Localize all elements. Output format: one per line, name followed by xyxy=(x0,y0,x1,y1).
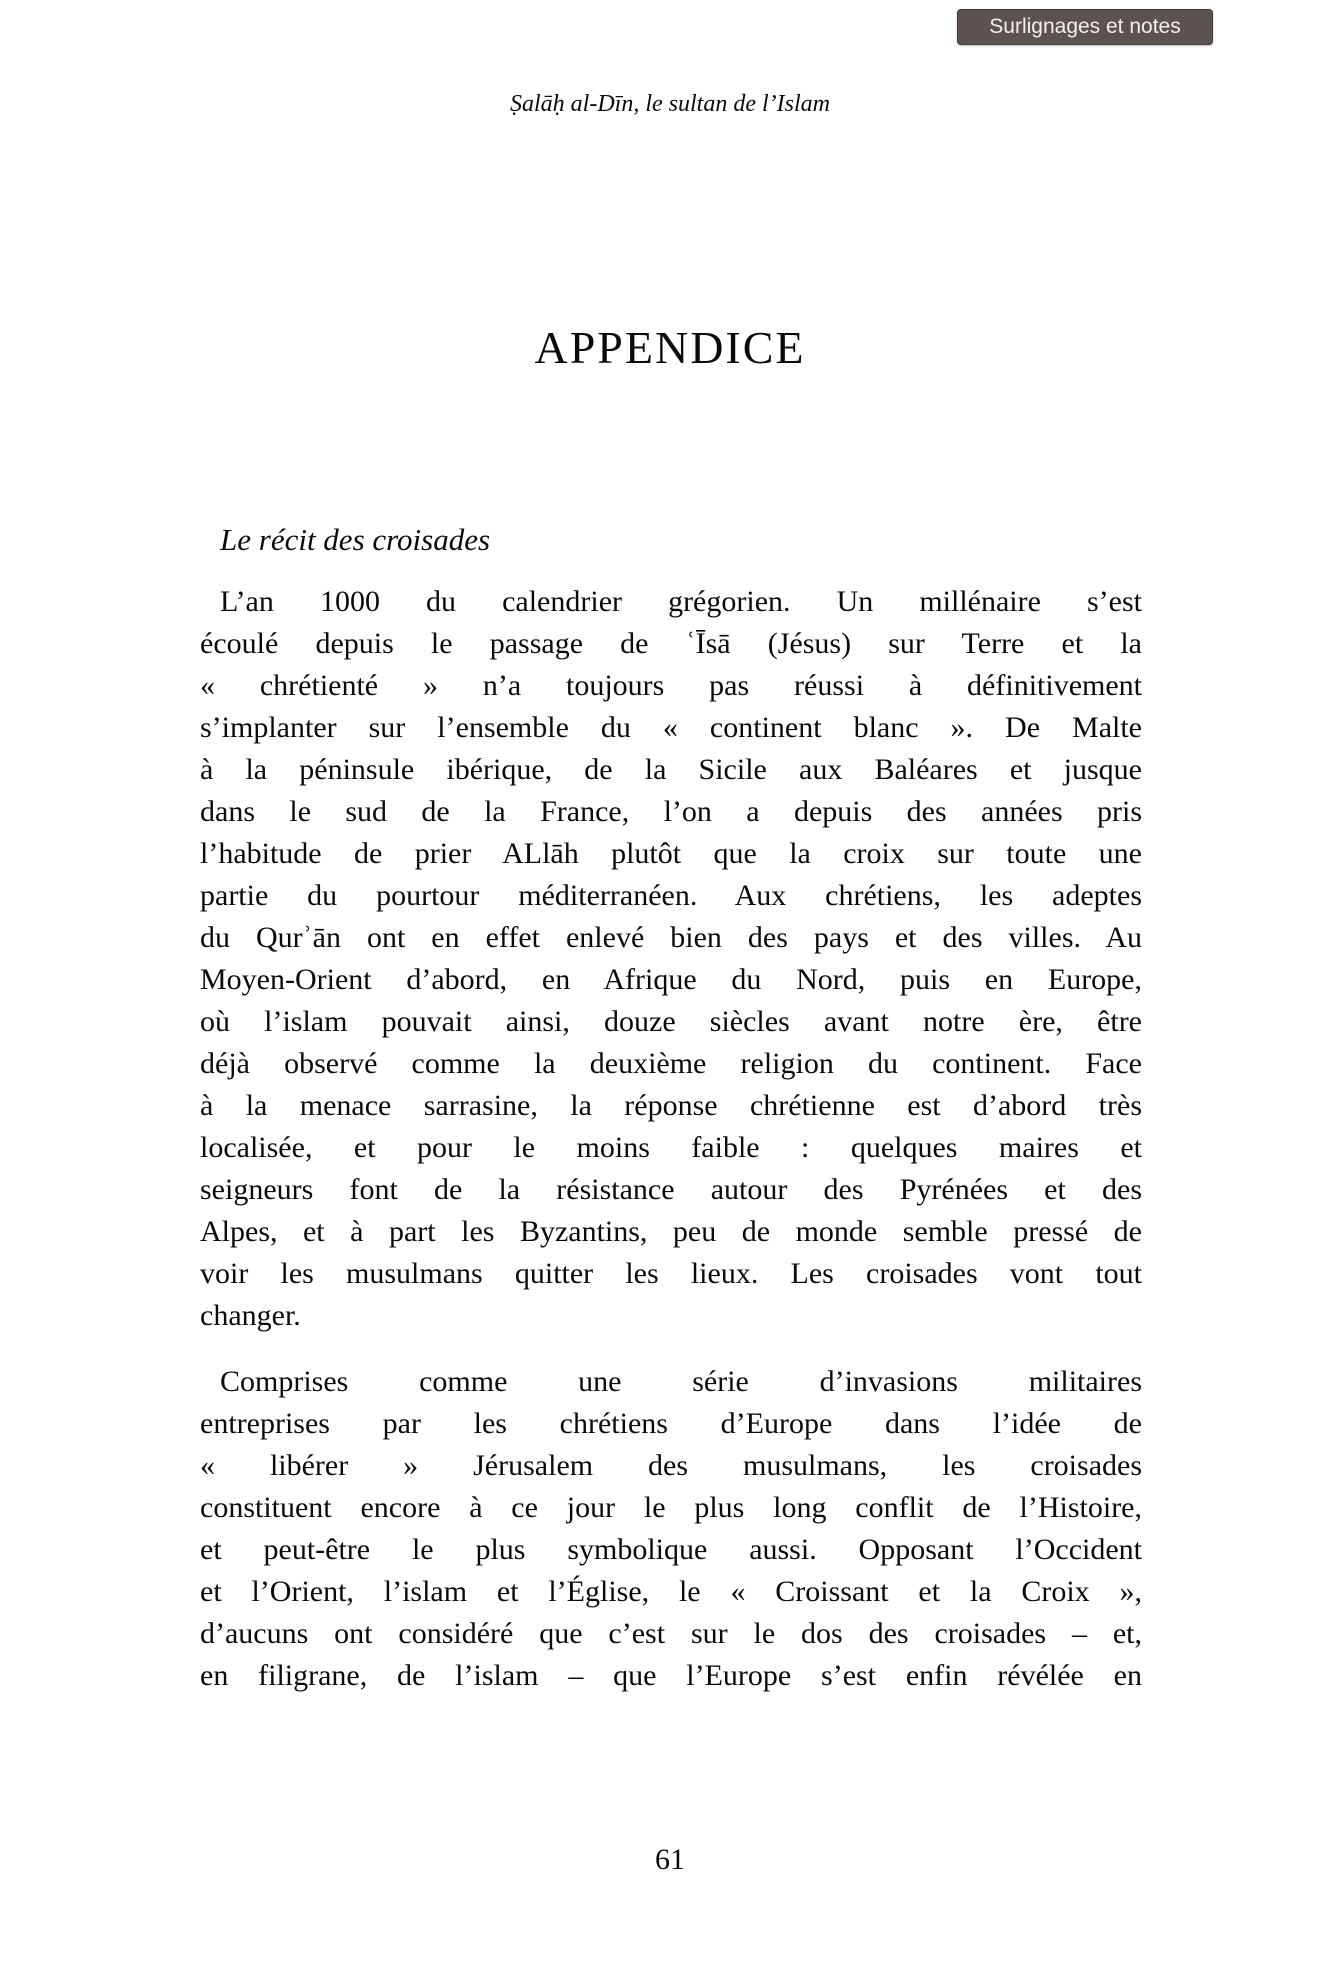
section-heading: Le récit des croisades xyxy=(220,522,491,557)
text-line: en filigrane, de l’islam – que l’Europe s’est enfin révélée en xyxy=(200,1659,1142,1692)
text-line: seigneurs font de la résistance autour des Pyrénées et des xyxy=(200,1173,1142,1206)
text-line: partie du pourtour méditerranéen. Aux chrétiens, les adeptes xyxy=(200,879,1142,912)
running-header: Ṣalāḥ al-Dīn, le sultan de l’Islam xyxy=(510,91,830,117)
text-line: constituent encore à ce jour le plus long conflit de l’Histoire, xyxy=(200,1491,1142,1524)
body-text xyxy=(200,581,1142,1697)
paragraph xyxy=(200,1361,1142,1697)
text-line: déjà observé comme la deuxième religion du continent. Face xyxy=(200,1047,1142,1080)
text-line: changer. xyxy=(200,1299,301,1332)
text-line: l’habitude de prier ALlāh plutôt que la croix sur toute une xyxy=(200,837,1142,870)
text-line: L’an 1000 du calendrier grégorien. Un millénaire s’est xyxy=(220,585,1142,618)
text-line: Alpes, et à part les Byzantins, peu de monde semble pressé de xyxy=(200,1215,1142,1248)
chapter-title: APPENDICE xyxy=(534,322,806,373)
page-number: 61 xyxy=(655,1843,685,1876)
text-line: du Qurʾān ont en effet enlevé bien des pays et des villes. Au xyxy=(200,921,1142,954)
text-line: Comprises comme une série d’invasions militaires xyxy=(220,1365,1142,1398)
paragraph xyxy=(200,581,1142,1337)
text-line: et l’Orient, l’islam et l’Église, le « Croissant et la Croix », xyxy=(200,1575,1142,1608)
text-line: « libérer » Jérusalem des musulmans, les croisades xyxy=(200,1449,1142,1482)
text-line: où l’islam pouvait ainsi, douze siècles avant notre ère, être xyxy=(200,1005,1142,1038)
text-line: voir les musulmans quitter les lieux. Les croisades vont tout xyxy=(200,1257,1142,1290)
text-line: localisée, et pour le moins faible : quelques maires et xyxy=(200,1131,1142,1164)
text-line: à la péninsule ibérique, de la Sicile aux Baléares et jusque xyxy=(200,753,1142,786)
text-line: dans le sud de la France, l’on a depuis des années pris xyxy=(200,795,1142,828)
text-line: entreprises par les chrétiens d’Europe dans l’idée de xyxy=(200,1407,1142,1440)
text-line: Moyen-Orient d’abord, en Afrique du Nord, puis en Europe, xyxy=(200,963,1142,996)
text-line: écoulé depuis le passage de ʿĪsā (Jésus) sur Terre et la xyxy=(200,627,1142,660)
text-line: s’implanter sur l’ensemble du « continent blanc ». De Malte xyxy=(200,711,1142,744)
text-line: à la menace sarrasine, la réponse chrétienne est d’abord très xyxy=(200,1089,1142,1122)
text-line: et peut-être le plus symbolique aussi. Opposant l’Occident xyxy=(200,1533,1142,1566)
text-line: d’aucuns ont considéré que c’est sur le dos des croisades – et, xyxy=(200,1617,1142,1650)
text-line: « chrétienté » n’a toujours pas réussi à définitivement xyxy=(200,669,1142,702)
highlights-notes-button[interactable]: Surlignages et notes xyxy=(957,9,1213,45)
